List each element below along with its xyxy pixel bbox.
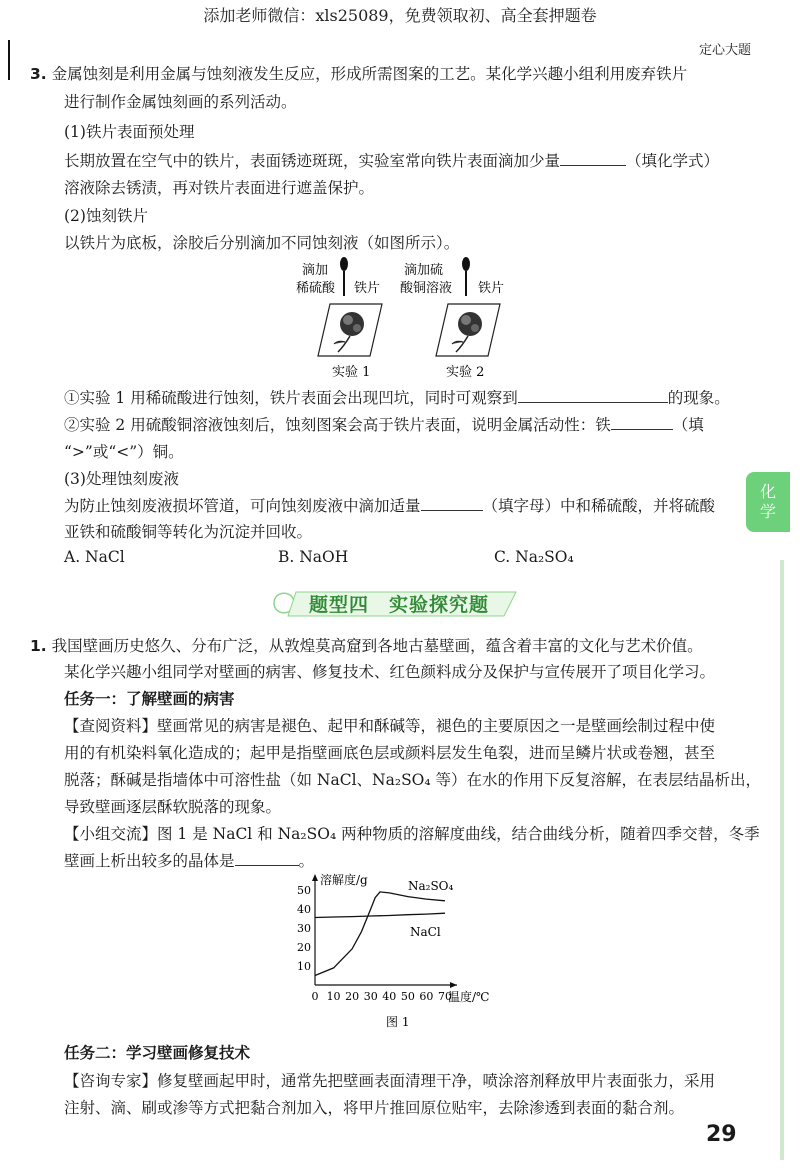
subject-tab-char-2: 学 <box>759 502 776 521</box>
solubility-chart <box>290 870 490 1035</box>
subject-tab <box>746 472 790 532</box>
y-tick-label: 30 <box>297 922 311 935</box>
option-b[interactable]: B. NaOH <box>278 548 349 566</box>
q3-sub2-text-a: ②实验 2 用硫酸铜溶液蚀刻后，蚀刻图案会高于铁片表面，说明金属活动性：铁 <box>64 416 611 434</box>
answer-blank[interactable] <box>421 496 483 511</box>
q1-ref-line2: 用的有机染料氧化造成的；起甲是指壁画底色层或颜料层发生龟裂，进而呈鳞片状或卷翘，甚至 <box>64 744 716 762</box>
q1-disc-line2 <box>64 851 314 871</box>
x-tick-label: 10 <box>326 990 341 1003</box>
series-label-1: NaCl <box>410 925 441 939</box>
q1-number: 1. <box>30 637 47 655</box>
promo-banner: 添加老师微信：xls25089，免费领取初、高全套押题卷 <box>203 6 597 25</box>
q3-sub1 <box>64 388 730 408</box>
q1-intro-line1 <box>30 636 703 656</box>
answer-blank[interactable] <box>235 851 299 866</box>
x-tick-label: 70 <box>438 990 452 1003</box>
q1-intro-text: 我国壁画历史悠久、分布广泛，从敦煌莫高窟到各地古墓壁画，蕴含着丰富的文化与艺术价值。 <box>51 637 703 655</box>
x-tick-label: 40 <box>382 990 397 1003</box>
task2-title: 任务二：学习壁画修复技术 <box>64 1044 251 1062</box>
q3-part1-title: (1)铁片表面预处理 <box>64 123 195 141</box>
exp1-label-drop-2: 稀硫酸 <box>296 281 336 296</box>
q3-intro-line1 <box>30 64 687 84</box>
rose-pattern-icon <box>340 312 364 336</box>
margin-mark <box>8 40 10 80</box>
q3-part3-text-b: （填字母）中和稀硫酸，并将硫酸 <box>482 497 716 515</box>
q3-number: 3. <box>30 65 47 83</box>
q3-part2-title: (2)蚀刻铁片 <box>64 207 148 225</box>
q3-part1-line1 <box>64 151 719 171</box>
experiment-figure <box>290 254 530 384</box>
y-axis-arrow-icon <box>312 874 318 881</box>
chapter-label: 定心大题 <box>698 43 751 58</box>
q3-sub1-text-a: ①实验 1 用稀硫酸进行蚀刻，铁片表面会出现凹坑，同时可观察到 <box>64 389 518 407</box>
exp2-caption: 实验 2 <box>446 365 485 380</box>
q3-part1-line2: 溶液除去锈渍，再对铁片表面进行遮盖保护。 <box>64 179 375 197</box>
exp2-label-drop-1: 滴加硫 <box>404 263 444 278</box>
y-tick-label: 40 <box>297 903 311 916</box>
chart-caption: 图 1 <box>386 1015 410 1029</box>
q1-ref-line3: 脱落；酥碱是指墙体中可溶性盐（如 NaCl、Na₂SO₄ 等）在水的作用下反复溶解，在表层结晶析出， <box>64 771 762 789</box>
q1-disc-text-a: 壁画上析出较多的晶体是 <box>64 852 235 870</box>
y-tick-label: 50 <box>297 884 311 897</box>
experiment-2-diagram <box>400 257 504 380</box>
dropper-bulb-icon <box>340 257 348 271</box>
q1-disc-text-b: 。 <box>298 852 315 870</box>
exp2-label-drop-2: 酸铜溶液 <box>400 281 453 296</box>
q3-part1-text-a: 长期放置在空气中的铁片，表面锈迹斑斑，实验室常向铁片表面滴加少量 <box>64 152 561 170</box>
answer-blank[interactable] <box>611 415 673 430</box>
q3-part1-text-b: （填化学式） <box>626 152 720 170</box>
q3-intro-line2: 进行制作金属蚀刻画的系列活动。 <box>64 93 297 111</box>
q3-sub2 <box>64 415 704 435</box>
series-line-1 <box>315 913 445 917</box>
y-tick-label: 20 <box>297 941 311 954</box>
chart-x-label: 温度/℃ <box>448 990 490 1004</box>
q1-ref-line1: 【查阅资料】壁画常见的病害是褪色、起甲和酥碱等，褪色的主要原因之一是壁画绘制过程中使 <box>64 717 716 735</box>
q3-sub2-line2: “>”或“<”）铜。 <box>64 443 184 461</box>
option-c[interactable]: C. Na₂SO₄ <box>494 548 574 566</box>
x-axis-arrow-icon <box>450 982 457 988</box>
series-label-0: Na₂SO₄ <box>408 879 454 893</box>
q3-part3-line1 <box>64 496 715 516</box>
subject-tab-char-1: 化 <box>759 482 776 501</box>
exp1-label-iron: 铁片 <box>354 281 381 296</box>
q3-part3-title: (3)处理蚀刻废液 <box>64 470 179 488</box>
x-tick-label: 60 <box>419 990 434 1003</box>
q3-sub2-text-b: （填 <box>672 416 704 434</box>
answer-blank[interactable] <box>560 151 626 166</box>
q1-disc-line1: 【小组交流】图 1 是 NaCl 和 Na₂SO₄ 两种物质的溶解度曲线，结合曲线分析，随着四季交替，冬季 <box>64 825 760 843</box>
exp1-caption: 实验 1 <box>332 365 371 380</box>
page-number: 29 <box>706 1122 737 1147</box>
side-rule <box>780 560 784 1160</box>
q3-part3-text-a: 为防止蚀刻废液损坏管道，可向蚀刻废液中滴加适量 <box>64 497 421 515</box>
y-tick-label: 10 <box>297 960 311 973</box>
q1-cons-line2: 注射、滴、刷或渗等方式把黏合剂加入，将甲片推回原位贴牢，去除渗透到表面的黏合剂。 <box>64 1099 685 1117</box>
task1-title: 任务一：了解壁画的病害 <box>64 690 235 708</box>
q1-ref-line4: 导致壁画逐层酥软脱落的现象。 <box>64 798 282 816</box>
q3-sub1-text-b: 的现象。 <box>667 389 730 407</box>
q1-intro-line2: 某化学兴趣小组同学对壁画的病害、修复技术、红色颜料成分及保护与宣传展开了项目化学习。 <box>64 663 716 681</box>
chart-y-label: 溶解度/g <box>320 873 368 887</box>
answer-blank[interactable] <box>518 388 668 403</box>
exp1-label-drop-1: 滴加 <box>302 263 329 278</box>
option-a[interactable]: A. NaCl <box>64 548 125 566</box>
x-tick-label: 50 <box>400 990 415 1003</box>
x-tick-label: 20 <box>345 990 360 1003</box>
experiment-1-diagram <box>296 257 382 380</box>
section-title: 题型四 实验探究题 <box>308 594 489 616</box>
exp2-label-iron: 铁片 <box>478 281 505 296</box>
x-tick-label: 0 <box>311 990 319 1003</box>
dropper-bulb-icon <box>462 257 470 271</box>
x-tick-label: 30 <box>363 990 378 1003</box>
q3-part2-line: 以铁片为底板，涂胶后分别滴加不同蚀刻液（如图所示）。 <box>64 234 460 252</box>
q3-part3-line2: 亚铁和硫酸铜等转化为沉淀并回收。 <box>64 523 313 541</box>
q1-cons-line1: 【咨询专家】修复壁画起甲时，通常先把壁画表面清理干净，喷涂溶剂释放甲片表面张力，采用 <box>64 1072 716 1090</box>
rose-pattern-icon <box>458 312 482 336</box>
q3-intro-text: 金属蚀刻是利用金属与蚀刻液发生反应，形成所需图案的工艺。某化学兴趣小组利用废弃铁片 <box>51 65 688 83</box>
